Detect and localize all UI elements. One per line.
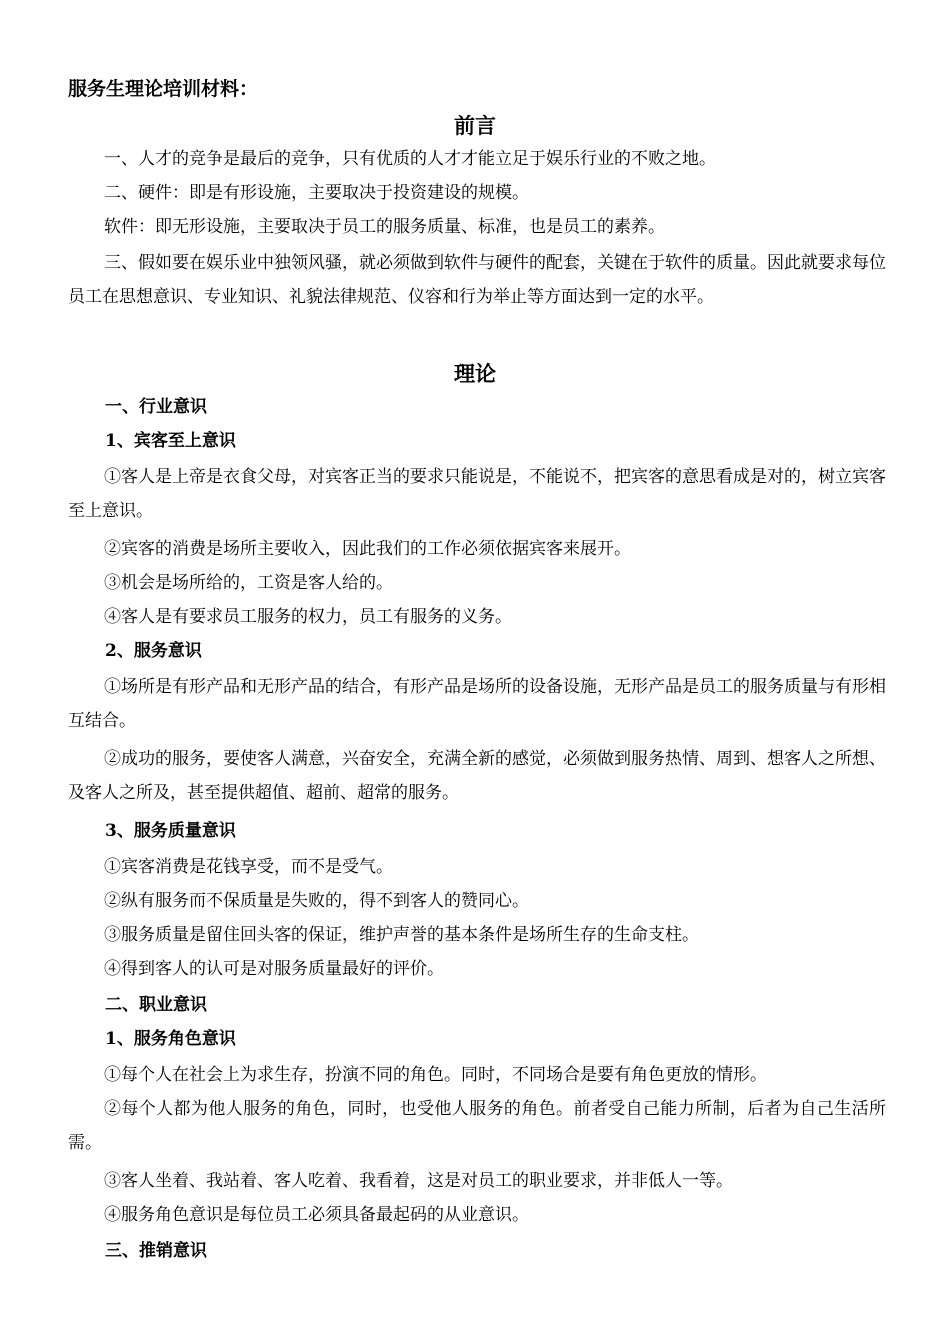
preface-paragraph-4: 三、假如要在娱乐业中独领风骚，就必须做到软件与硬件的配套，关键在于软件的质量。因此就要求每位员工在思想意识、专业知识、礼貌法律规范、仪容和行为举止等方面达到一定的水平。 [68,253,886,307]
section-heading-sales: 三、推销意识 [105,1241,207,1261]
theory-heading: 理论 [454,361,496,386]
list-item: ③服务质量是留住回头客的保证，维护声誉的基本条件是场所生存的生命支柱。 [104,925,699,945]
list-item: ④客人是有要求员工服务的权力，员工有服务的义务。 [104,607,512,627]
list-item: ④得到客人的认可是对服务质量最好的评价。 [104,959,444,979]
list-item: ③客人坐着、我站着、客人吃着、我看着，这是对员工的职业要求，并非低人一等。 [104,1171,733,1191]
list-item: ①客人是上帝是衣食父母，对宾客正当的要求只能说是，不能说不，把宾客的意思看成是对的，树立宾客至上意识。 [68,467,886,521]
list-item: ④服务角色意识是每位员工必须具备最起码的从业意识。 [104,1205,529,1225]
section-heading-profession: 二、职业意识 [105,995,207,1015]
list-item: ②宾客的消费是场所主要收入，因此我们的工作必须依据宾客来展开。 [104,539,631,559]
preface-paragraph-2: 二、硬件：即是有形设施，主要取决于投资建设的规模。 [104,183,529,203]
subsection-heading-quality: 3、服务质量意识 [105,821,236,841]
subsection-heading-role: 1、服务角色意识 [105,1029,236,1049]
subsection-heading-guest-first: 1、宾客至上意识 [105,431,236,451]
section-heading-industry: 一、行业意识 [105,397,207,417]
subsection-heading-service: 2、服务意识 [105,641,202,661]
list-item: ②成功的服务，要使客人满意，兴奋安全，充满全新的感觉，必须做到服务热情、周到、想客人之所想、及客人之所及，甚至提供超值、超前、超常的服务。 [68,749,886,803]
document-title: 服务生理论培训材料： [68,78,259,100]
preface-heading: 前言 [454,113,496,138]
list-item: ①场所是有形产品和无形产品的结合，有形产品是场所的设备设施，无形产品是员工的服务质量与有形相互结合。 [68,677,886,731]
preface-paragraph-1: 一、人才的竞争是最后的竞争，只有优质的人才才能立足于娱乐行业的不败之地。 [104,149,716,169]
list-item: ①每个人在社会上为求生存，扮演不同的角色。同时，不同场合是要有角色更放的情形。 [104,1065,767,1085]
list-item: ②纵有服务而不保质量是失败的，得不到客人的赞同心。 [104,891,529,911]
preface-paragraph-3: 软件：即无形设施，主要取决于员工的服务质量、标准，也是员工的素养。 [104,217,665,237]
list-item: ①宾客消费是花钱享受，而不是受气。 [104,857,393,877]
list-item: ③机会是场所给的，工资是客人给的。 [104,573,393,593]
list-item: ②每个人都为他人服务的角色，同时，也受他人服务的角色。前者受自己能力所制，后者为自己生活所需。 [68,1099,886,1153]
